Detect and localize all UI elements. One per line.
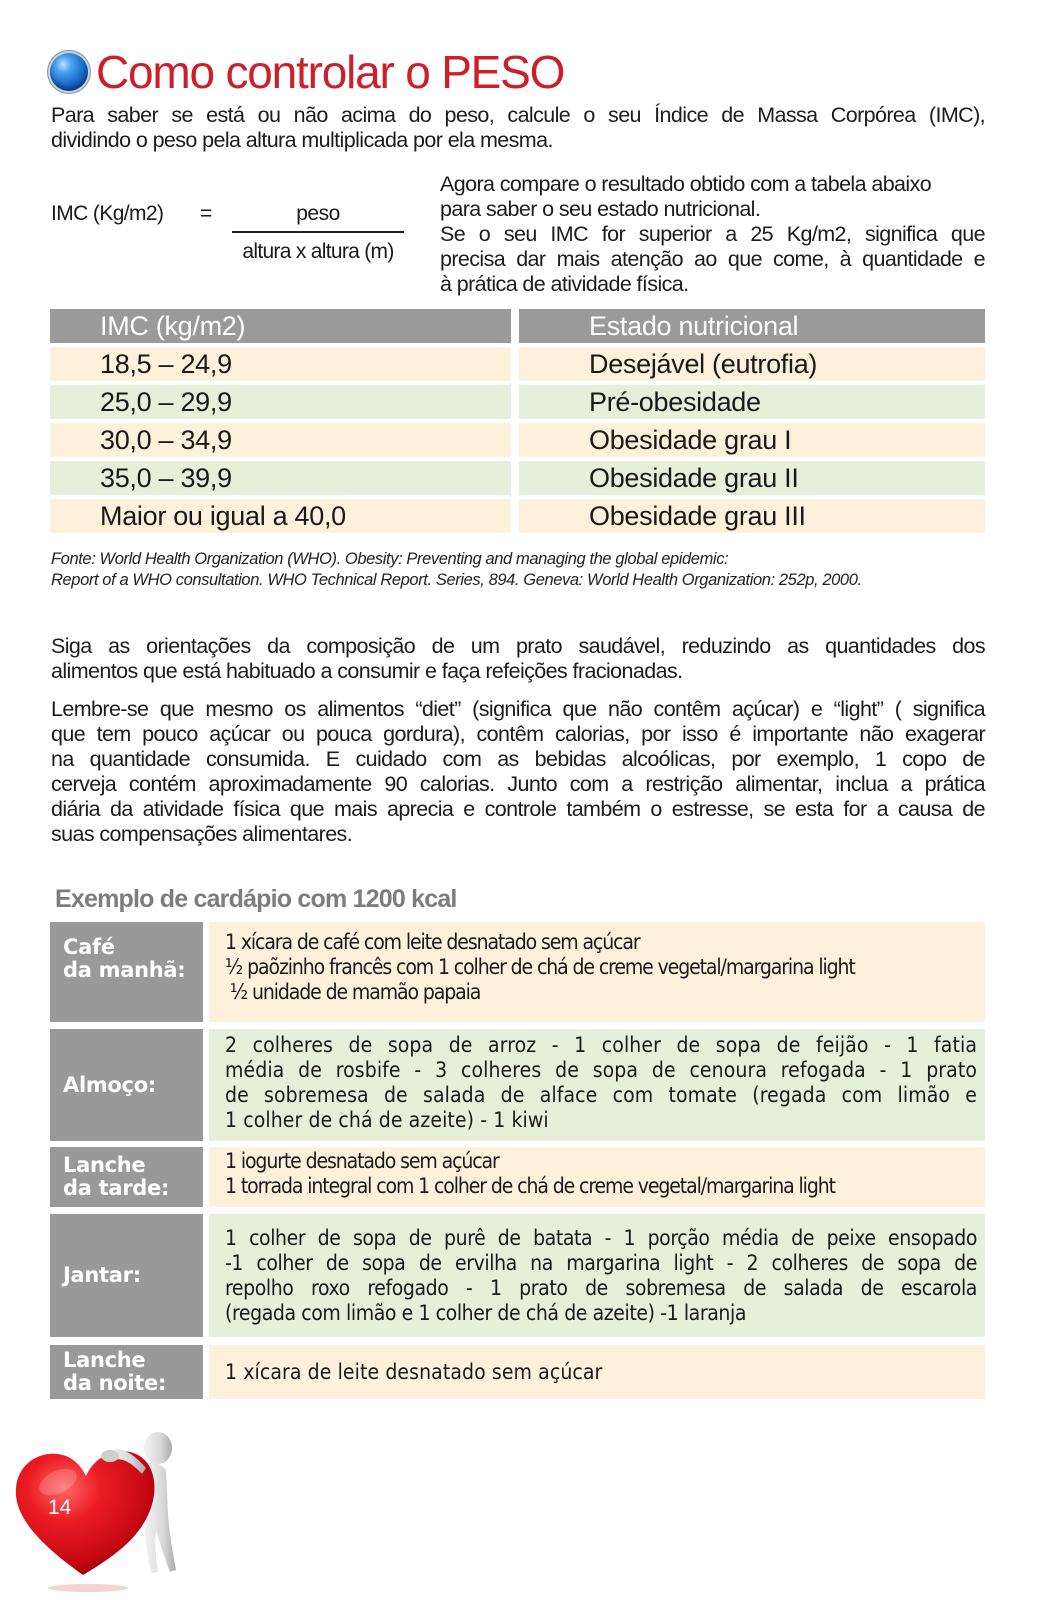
table-row bbox=[50, 499, 985, 533]
meal-item-line: 1 torrada integral com 1 colher de chá de creme vegetal/margarina light bbox=[225, 1174, 835, 1198]
imc-range: 18,5 – 24,9 bbox=[50, 347, 511, 381]
meal-item-line: 2 colheres de sopa de arroz - 1 colher de sopa de feijão - 1 fatia bbox=[225, 1033, 977, 1057]
meal-items bbox=[209, 1214, 985, 1337]
formula-numerator: peso bbox=[296, 202, 340, 225]
table-row bbox=[50, 423, 985, 457]
paragraph-line: Lembre-se que mesmo os alimentos “diet” (significa que não contêm açúcar) e “light” ( significa bbox=[51, 697, 985, 721]
paragraph-line: suas compensações alimentares. bbox=[51, 822, 353, 846]
guidance-paragraph bbox=[51, 634, 985, 684]
table-header-row bbox=[50, 309, 985, 343]
meal-label bbox=[50, 1029, 203, 1141]
meal-label-line: Jantar: bbox=[63, 1263, 141, 1287]
figure-head bbox=[144, 1432, 172, 1464]
paragraph-line: Siga as orientações da composição de um prato saudável, reduzindo as quantidades dos bbox=[51, 634, 985, 658]
compare-paragraph bbox=[440, 172, 985, 297]
source-line: Report of a WHO consultation. WHO Technical Report. Series, 894. Geneva: World Health Organization: 252p, 2000. bbox=[51, 571, 862, 589]
header-imc: IMC (kg/m2) bbox=[50, 309, 511, 343]
meal-breakfast bbox=[50, 922, 985, 1022]
meal-items bbox=[209, 922, 985, 1022]
meal-item-line: 1 colher de chá de azeite) - 1 kiwi bbox=[225, 1108, 549, 1132]
meal-afternoon-snack bbox=[50, 1147, 985, 1207]
table-row bbox=[50, 385, 985, 419]
meal-label-line: Lanche bbox=[63, 1153, 146, 1177]
formula-denominator: altura x altura (m) bbox=[242, 240, 394, 263]
meal-label bbox=[50, 922, 203, 1022]
diet-light-paragraph bbox=[51, 697, 985, 847]
paragraph-line: diária da atividade física que mais aprecia e controle também o estresse, se esta for a causa de bbox=[51, 797, 985, 821]
meal-items bbox=[209, 1345, 985, 1399]
fraction-bar bbox=[232, 231, 404, 233]
paragraph-line: na quantidade consumida. E cuidado com as bebidas alcoólicas, por exemplo, 1 copo de bbox=[51, 747, 985, 771]
meal-item-line: 1 xícara de leite desnatado sem açúcar bbox=[225, 1359, 603, 1384]
heart-shape bbox=[16, 1451, 155, 1575]
source-line: Fonte: World Health Organization (WHO). Obesity: Preventing and managing the global epidemic: bbox=[51, 550, 729, 568]
imc-table bbox=[50, 309, 985, 537]
meal-label-line: Lanche bbox=[63, 1348, 146, 1372]
nutritional-status: Desejável (eutrofia) bbox=[519, 347, 985, 381]
imc-range: 30,0 – 34,9 bbox=[50, 423, 511, 457]
paragraph-line: que tem pouco açúcar ou pouca gordura), contêm calorias, por isso é importante não exagerar bbox=[51, 722, 985, 746]
intro-paragraph bbox=[51, 103, 985, 153]
meal-label bbox=[50, 1214, 203, 1337]
meal-item-line: média de rosbife - 3 colheres de sopa de cenoura refogada - 1 prato bbox=[225, 1058, 977, 1082]
intro-line: Para saber se está ou não acima do peso, calcule o seu Índice de Massa Corpórea (IMC), bbox=[51, 103, 985, 127]
meal-label-line: da noite: bbox=[63, 1371, 167, 1395]
nutritional-status: Obesidade grau II bbox=[519, 461, 985, 495]
source-citation bbox=[51, 549, 862, 591]
compare-line: à prática de atividade física. bbox=[440, 272, 689, 296]
page-title: Como controlar o PESO bbox=[96, 46, 565, 98]
meal-item-line: -1 colher de sopa de ervilha na margarina light - 2 colheres de sopa de bbox=[225, 1251, 977, 1275]
paragraph-line: cerveja contém aproximadamente 90 calorias. Junto com a restrição alimentar, inclua a prática bbox=[51, 772, 985, 796]
meal-dinner bbox=[50, 1214, 985, 1337]
imc-range: 25,0 – 29,9 bbox=[50, 385, 511, 419]
meal-label bbox=[50, 1147, 203, 1207]
imc-range: Maior ou igual a 40,0 bbox=[50, 499, 511, 533]
meal-items bbox=[209, 1147, 985, 1207]
heart-with-figure-icon bbox=[8, 1420, 188, 1595]
meal-item-line: 1 xícara de café com leite desnatado sem açúcar bbox=[225, 930, 640, 954]
meal-label-line: da manhã: bbox=[63, 958, 186, 982]
intro-line: dividindo o peso pela altura multiplicada por ela mesma. bbox=[51, 128, 553, 152]
meal-label bbox=[50, 1345, 203, 1399]
nutritional-status: Pré-obesidade bbox=[519, 385, 985, 419]
table-row bbox=[50, 461, 985, 495]
meal-label-line: Café bbox=[63, 935, 115, 959]
table-row bbox=[50, 347, 985, 381]
header-estado: Estado nutricional bbox=[519, 309, 985, 343]
imc-range: 35,0 – 39,9 bbox=[50, 461, 511, 495]
meal-item-line: repolho roxo refogado - 1 prato de sobremesa de salada de escarola bbox=[225, 1276, 977, 1300]
title-row bbox=[50, 44, 564, 100]
meal-item-line: (regada com limão e 1 colher de chá de azeite) -1 laranja bbox=[225, 1301, 746, 1325]
page-number: 14 bbox=[48, 1496, 72, 1519]
blue-sphere-bullet-icon bbox=[50, 53, 88, 91]
meal-items bbox=[209, 1029, 985, 1141]
meal-label-line: Almoço: bbox=[63, 1072, 156, 1097]
formula-equals: = bbox=[200, 202, 213, 225]
meal-lunch bbox=[50, 1029, 985, 1141]
meal-item-line: de sobremesa de salada de alface com tomate (regada com limão e bbox=[225, 1083, 977, 1107]
compare-line: para saber o seu estado nutricional. bbox=[440, 197, 761, 221]
meal-item-line: 1 iogurte desnatado sem açúcar bbox=[225, 1149, 499, 1173]
compare-line: precisa dar mais atenção ao que come, à quantidade e bbox=[440, 247, 985, 271]
meal-night-snack bbox=[50, 1345, 985, 1399]
menu-title: Exemplo de cardápio com 1200 kcal bbox=[55, 885, 457, 913]
formula-label: IMC (Kg/m2) bbox=[51, 202, 164, 225]
paragraph-line: alimentos que está habituado a consumir e faça refeições fracionadas. bbox=[51, 659, 683, 683]
meal-label-line: da tarde: bbox=[63, 1176, 170, 1200]
nutritional-status: Obesidade grau III bbox=[519, 499, 985, 533]
compare-line: Agora compare o resultado obtido com a tabela abaixo bbox=[440, 172, 932, 196]
meal-item-line: ½ unidade de mamão papaia bbox=[225, 980, 481, 1004]
meal-item-line: 1 colher de sopa de purê de batata - 1 porção média de peixe ensopado bbox=[225, 1226, 977, 1250]
meal-item-line: ½ paõzinho francês com 1 colher de chá de creme vegetal/margarina light bbox=[225, 955, 855, 979]
nutritional-status: Obesidade grau I bbox=[519, 423, 985, 457]
compare-line: Se o seu IMC for superior a 25 Kg/m2, significa que bbox=[440, 222, 985, 246]
